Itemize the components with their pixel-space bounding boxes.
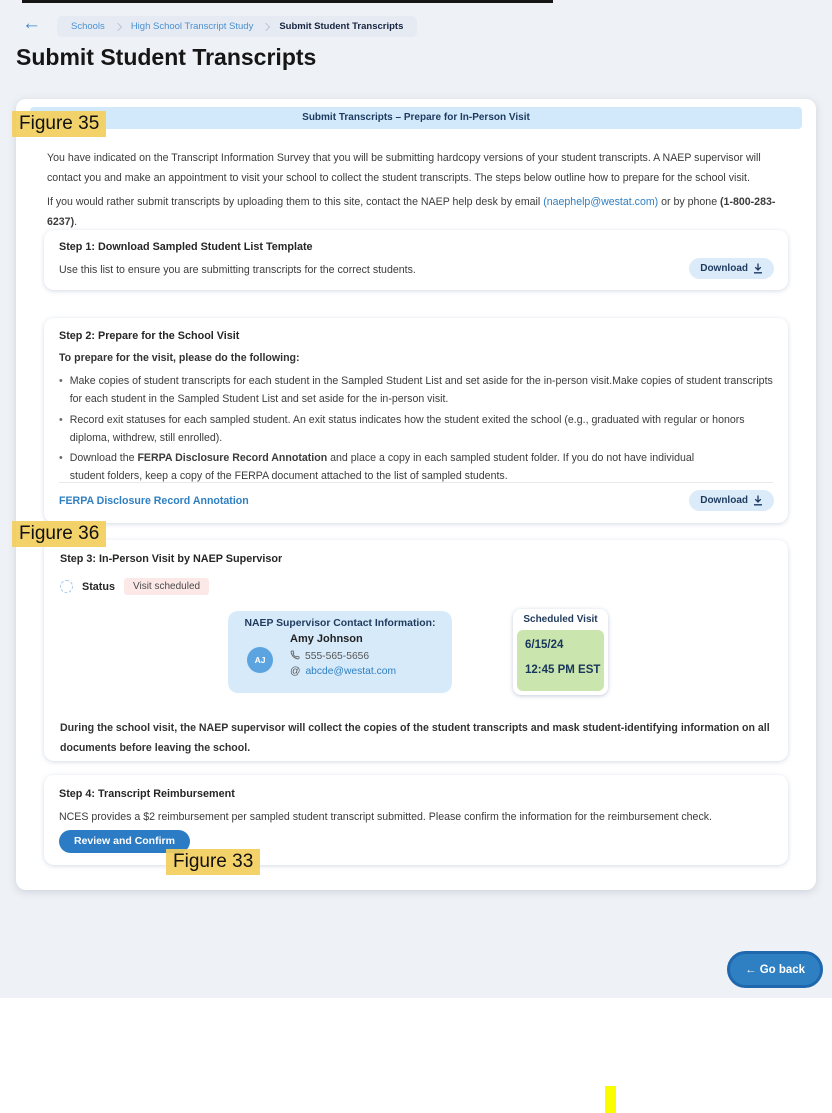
- scheduled-visit-header: Scheduled Visit: [523, 614, 598, 625]
- helpdesk-email-link[interactable]: (naephelp@westat.com): [543, 196, 659, 208]
- intro-paragraph-1: You have indicated on the Transcript Information Survey that you will be submitting hardcopy versions of your student transcripts. A NAEP supervisor will contact you and make an appointment to visit your school to collect the student transcripts. The steps below outline how to prepare for the school visit.: [47, 152, 761, 184]
- step1-card: [44, 230, 788, 290]
- bullet-2-text: Record exit statuses for each sampled student. An exit status indicates how the student exited the school (e.g., graduated with regular or honors diploma, withdrew, still enrolled).: [69, 413, 745, 444]
- step2-divider: [59, 482, 773, 483]
- go-back-button[interactable]: ← Go back: [727, 951, 823, 988]
- intro-p2-text: If you would rather submit transcripts by uploading them to this site, contact the NAEP help desk by email: [47, 196, 544, 208]
- download-icon: [753, 263, 763, 274]
- supervisor-name: Amy Johnson: [290, 633, 363, 645]
- breadcrumb-item-current: Submit Student Transcripts: [279, 21, 404, 32]
- step2-card: [44, 318, 788, 523]
- bullet-3-pre: Download the: [69, 452, 138, 465]
- figure-35-label: Figure 35: [12, 111, 106, 137]
- supervisor-phone: 555-565-5656: [305, 651, 370, 662]
- breadcrumb: [57, 16, 417, 37]
- step4-body: NCES provides a $2 reimbursement per sampled student transcript submitted. Please confirm the information for the reimbursement check.: [59, 811, 712, 823]
- at-icon: @: [290, 666, 301, 677]
- intro-p2-mid: or by phone: [658, 196, 721, 208]
- chevron-right-icon: [262, 22, 270, 30]
- figure-33-label: Figure 33: [166, 849, 260, 875]
- step1-title: Step 1: Download Sampled Student List Template: [59, 241, 313, 253]
- transcripts-panel: [16, 99, 816, 890]
- scheduled-visit-card: [513, 609, 608, 695]
- step3-title: Step 3: In-Person Visit by NAEP Supervisor: [60, 553, 283, 565]
- status-badge: Visit scheduled: [124, 578, 209, 595]
- status-label: Status: [82, 580, 115, 593]
- panel-header: Submit Transcripts – Prepare for In-Person Visit: [30, 107, 802, 129]
- avatar: AJ: [247, 647, 273, 673]
- intro-p2-post: .: [74, 216, 78, 228]
- contact-card-header: NAEP Supervisor Contact Information:: [244, 618, 436, 629]
- download-icon: [753, 495, 763, 506]
- step2-download-button[interactable]: [689, 490, 774, 511]
- breadcrumb-item-hsts[interactable]: High School Transcript Study: [130, 21, 254, 32]
- scheduled-visit-body: [517, 630, 604, 691]
- breadcrumb-item-schools[interactable]: Schools: [71, 21, 105, 32]
- step1-download-button[interactable]: [689, 258, 774, 279]
- helpdesk-phone: (1-800-283-6237): [47, 196, 776, 228]
- step3-footer-text: During the school visit, the NAEP supervisor will collect the copies of the student transcripts and mask student-identifying information on all documents before leaving the school.: [60, 722, 770, 754]
- ferpa-document-link[interactable]: FERPA Disclosure Record Annotation: [59, 495, 249, 507]
- step2-bullet-1: [59, 372, 775, 409]
- phone-icon: [290, 650, 300, 663]
- bullet-3-text: [70, 449, 710, 486]
- bullet-dot: •: [59, 375, 63, 387]
- top-border-strip: [22, 0, 553, 3]
- visit-time: 12:45 PM EST: [525, 664, 601, 676]
- status-row: [60, 578, 209, 595]
- visit-date: 6/15/24: [525, 639, 564, 651]
- step2-bullet-list: [59, 372, 775, 488]
- figure-36-label: Figure 36: [12, 521, 106, 547]
- supervisor-email-link[interactable]: abcde@westat.com: [305, 666, 397, 677]
- back-arrow-icon[interactable]: ←: [22, 13, 41, 34]
- step1-body: Use this list to ensure you are submitting transcripts for the correct students.: [59, 264, 416, 276]
- bullet-3-post: and place a copy in each sampled student folder. If you do not have individual student folders, keep a copy of the FERPA document attached to the list of sampled students.: [69, 452, 695, 483]
- status-pending-icon: [60, 580, 73, 593]
- review-and-confirm-button[interactable]: Review and Confirm: [59, 830, 190, 853]
- page-title: Submit Student Transcripts: [16, 44, 317, 70]
- chevron-right-icon: [114, 22, 122, 30]
- intro-paragraph-2: [47, 192, 795, 232]
- supervisor-phone-row: [290, 650, 369, 663]
- bullet-1-text: Make copies of student transcripts for each student in the Sampled Student List and set aside for the in-person visit.Make copies of student transcripts for each student in the Sampled Student List and set aside for the in-person visit.: [69, 375, 773, 406]
- step4-card: [44, 775, 788, 865]
- bullet-3-bold: FERPA Disclosure Record Annotation: [137, 452, 328, 465]
- supervisor-contact-card: [228, 611, 452, 693]
- step4-title: Step 4: Transcript Reimbursement: [59, 788, 235, 800]
- step2-title: Step 2: Prepare for the School Visit: [59, 330, 240, 342]
- step2-bullet-2: [59, 411, 775, 448]
- step2-bullet-3: [59, 449, 775, 486]
- bullet-dot: •: [59, 413, 63, 426]
- bullet-dot: •: [59, 452, 63, 465]
- download-label: Download: [700, 495, 748, 506]
- step3-card: [44, 540, 788, 761]
- supervisor-email-row: [290, 666, 396, 677]
- step2-subtitle: To prepare for the visit, please do the following:: [59, 352, 300, 364]
- yellow-caret-mark: [605, 1086, 616, 1113]
- download-label: Download: [700, 263, 748, 274]
